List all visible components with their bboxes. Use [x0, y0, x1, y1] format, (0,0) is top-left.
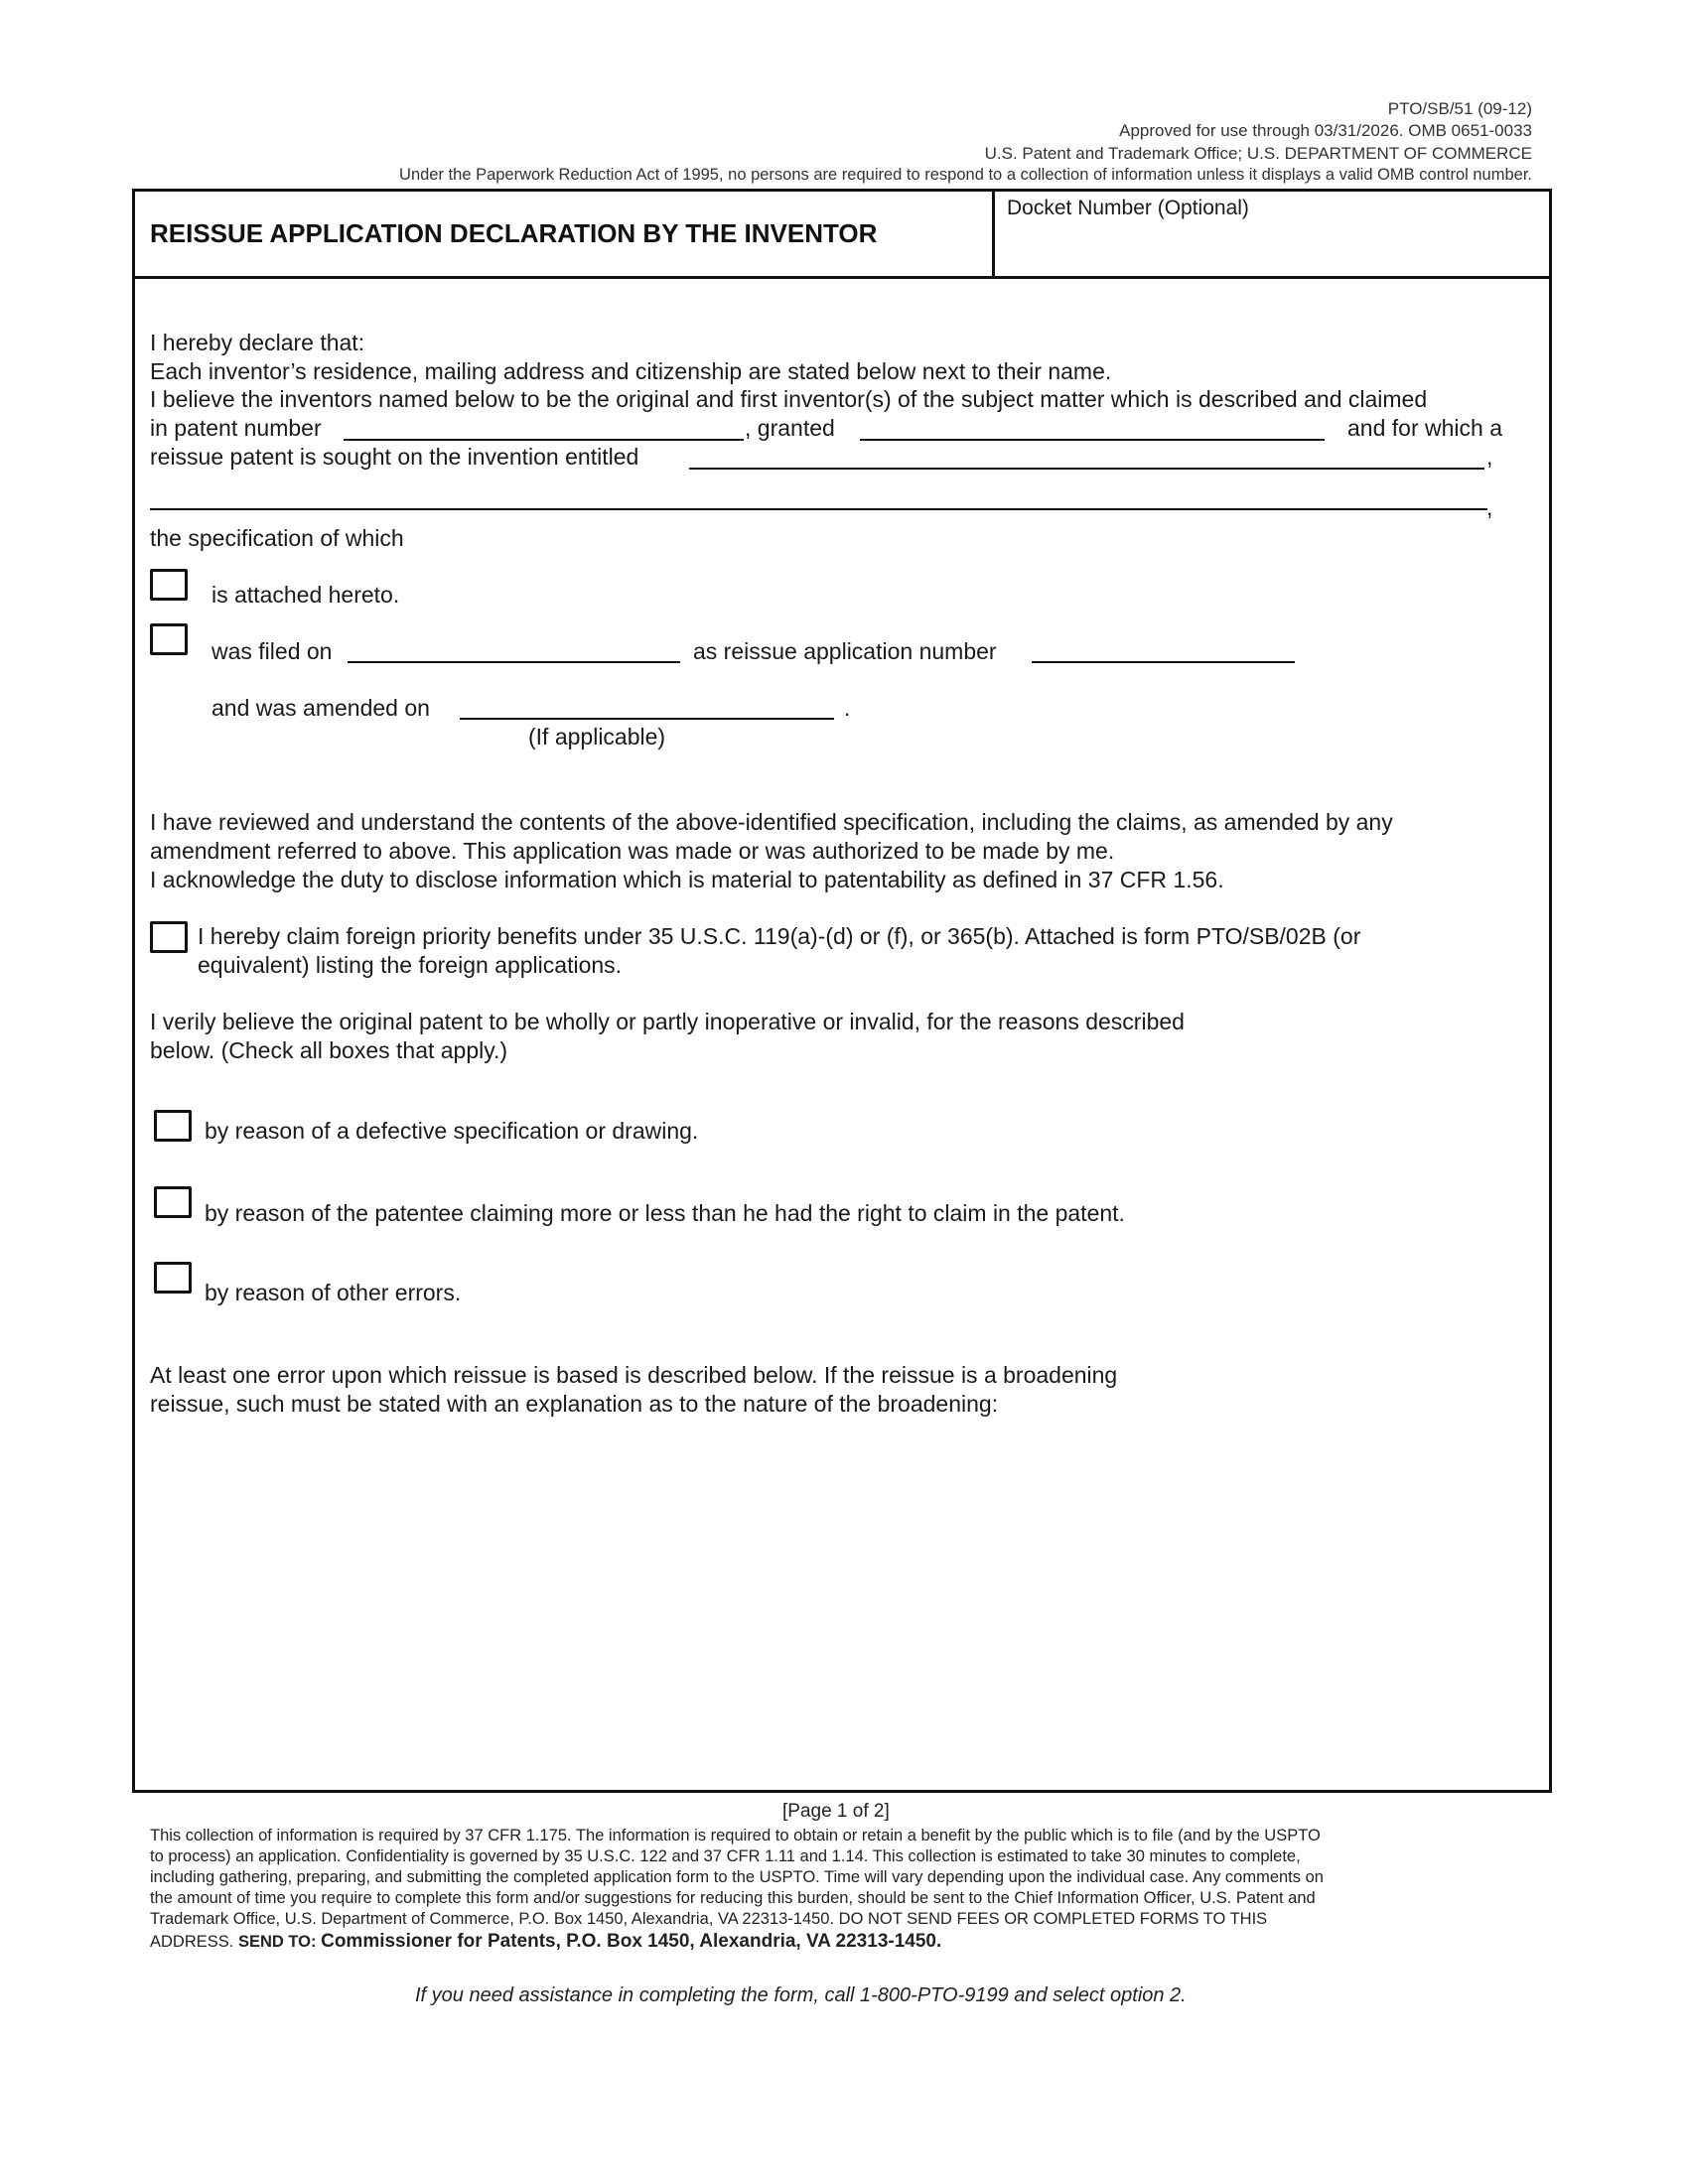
- address-prefix: ADDRESS.: [150, 1933, 234, 1951]
- invention-entitled-label: reissue patent is sought on the invention entitled: [150, 444, 639, 470]
- burden-line-2: to process) an application. Confidentiality is governed by 35 U.S.C. 122 and 37 CFR 1.11 and 1.14. This collection is estimated to take 30 minutes to complete,: [150, 1847, 1301, 1865]
- comma: ,: [1486, 494, 1493, 520]
- title-row: [135, 192, 1549, 279]
- period: .: [844, 695, 851, 721]
- reasons-intro-line-2: below. (Check all boxes that apply.): [150, 1037, 508, 1063]
- form-id: PTO/SB/51 (09-12): [1387, 99, 1532, 118]
- docket-number-field[interactable]: [1007, 227, 1533, 267]
- declaration-line-3: I believe the inventors named below to be the original and first inventor(s) of the subject matter which is described and claimed: [150, 386, 1428, 412]
- comma: ,: [1486, 444, 1493, 470]
- filed-on-label: was filed on: [211, 638, 333, 664]
- send-to-line: [150, 1931, 941, 1953]
- foreign-priority-line-2: equivalent) listing the foreign applications.: [198, 952, 623, 978]
- amended-on-date-field[interactable]: [460, 718, 834, 720]
- foreign-priority-checkbox[interactable]: [150, 921, 188, 953]
- granted-label: , granted: [745, 415, 835, 441]
- filed-on-checkbox[interactable]: [150, 623, 188, 655]
- burden-line-5: Trademark Office, U.S. Department of Commerce, P.O. Box 1450, Alexandria, VA 22313-1450. DO NOT SEND FEES OR COMPLETED FORMS TO THIS: [150, 1910, 1268, 1928]
- form-title: REISSUE APPLICATION DECLARATION BY THE INVENTOR: [150, 218, 878, 248]
- error-description-line-1: At least one error upon which reissue is based is described below. If the reissue is a broadening: [150, 1362, 1118, 1388]
- error-description-field[interactable]: [150, 1430, 1530, 1772]
- specification-label: the specification of which: [150, 525, 404, 551]
- review-line-3: I acknowledge the duty to disclose information which is material to patentability as defined in 37 CFR 1.56.: [150, 867, 1224, 892]
- review-line-2: amendment referred to above. This application was made or was authorized to be made by me.: [150, 838, 1115, 864]
- burden-line-1: This collection of information is required by 37 CFR 1.175. The information is required to obtain or retain a benefit by the public which is to file (and by the USPTO: [150, 1827, 1321, 1844]
- declaration-line-1: I hereby declare that:: [150, 330, 365, 355]
- other-errors-label: by reason of other errors.: [205, 1280, 462, 1305]
- attached-hereto-checkbox[interactable]: [150, 569, 188, 601]
- patent-number-field[interactable]: [344, 439, 744, 441]
- other-errors-checkbox[interactable]: [154, 1262, 192, 1294]
- send-to-address: Commissioner for Patents, P.O. Box 1450, Alexandria, VA 22313-1450.: [321, 1931, 942, 1952]
- defective-spec-checkbox[interactable]: [154, 1110, 192, 1142]
- for-which-label: and for which a: [1347, 415, 1502, 441]
- attached-hereto-label: is attached hereto.: [211, 582, 400, 608]
- invention-title-field-1[interactable]: [689, 468, 1484, 470]
- error-description-line-2: reissue, such must be stated with an explanation as to the nature of the broadening:: [150, 1391, 999, 1417]
- amended-on-label: and was amended on: [211, 695, 430, 721]
- pra-notice: Under the Paperwork Reduction Act of 1995, no persons are required to respond to a collection of information unless it displays a valid OMB control number.: [399, 166, 1532, 184]
- declaration-line-2: Each inventor’s residence, mailing address and citizenship are stated below next to their name.: [150, 358, 1112, 384]
- patent-number-label: in patent number: [150, 415, 322, 441]
- agency-line: U.S. Patent and Trademark Office; U.S. DEPARTMENT OF COMMERCE: [984, 144, 1532, 163]
- burden-line-3: including gathering, preparing, and submitting the completed application form to the USPTO. Time will vary depending upon the individual case. Any comments on: [150, 1868, 1324, 1886]
- reasons-intro-line-1: I verily believe the original patent to be wholly or partly inoperative or invalid, for the reasons described: [150, 1009, 1185, 1034]
- title-divider: [992, 192, 995, 276]
- review-line-1: I have reviewed and understand the contents of the above-identified specification, including the claims, as amended by any: [150, 809, 1393, 835]
- app-number-label: as reissue application number: [693, 638, 997, 664]
- page-indicator: [Page 1 of 2]: [782, 1801, 890, 1822]
- approval-notice: Approved for use through 03/31/2026. OMB 0651-0033: [1119, 121, 1532, 140]
- send-to-label: SEND TO:: [237, 1933, 317, 1951]
- granted-date-field[interactable]: [860, 439, 1325, 441]
- foreign-priority-line-1: I hereby claim foreign priority benefits under 35 U.S.C. 119(a)-(d) or (f), or 365(b). Attached is form PTO/SB/02B (or: [198, 923, 1361, 949]
- filed-on-date-field[interactable]: [348, 661, 680, 663]
- claiming-more-or-less-checkbox[interactable]: [154, 1186, 192, 1218]
- docket-number-label: Docket Number (Optional): [1007, 197, 1249, 219]
- invention-title-field-2[interactable]: [150, 508, 1487, 510]
- assistance-note: If you need assistance in completing the form, call 1-800-PTO-9199 and select option 2.: [415, 1984, 1187, 2006]
- application-number-field[interactable]: [1032, 661, 1295, 663]
- claiming-more-or-less-label: by reason of the patentee claiming more or less than he had the right to claim in the patent.: [205, 1200, 1125, 1226]
- if-applicable-note: (If applicable): [528, 724, 666, 750]
- burden-line-4: the amount of time you require to complete this form and/or suggestions for reducing this burden, should be sent to the Chief Information Officer, U.S. Patent and: [150, 1889, 1316, 1907]
- defective-spec-label: by reason of a defective specification or drawing.: [205, 1118, 699, 1144]
